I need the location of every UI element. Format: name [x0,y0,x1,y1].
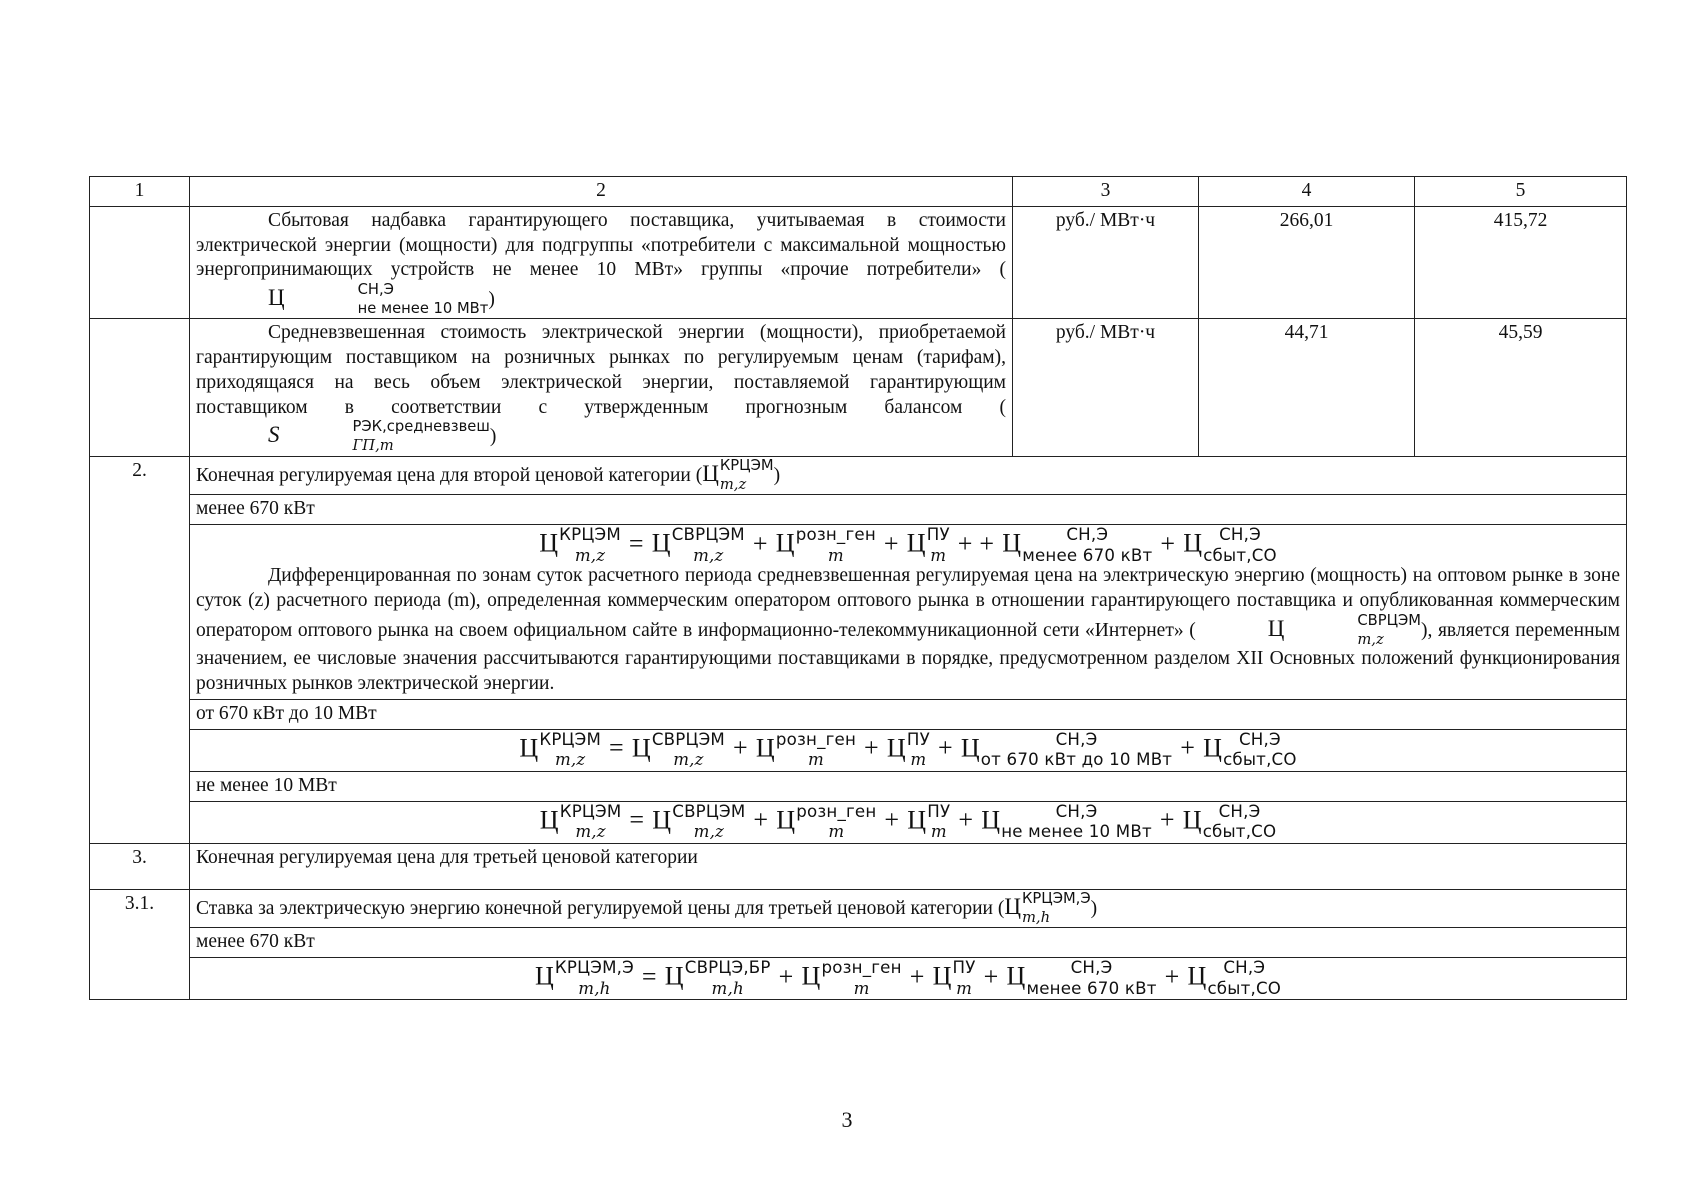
symbol-sub: сбыт,СО [1207,978,1282,998]
symbol-base: Ц [1267,615,1285,641]
symbol-sup: СН,Э [1066,525,1109,545]
tariff-table [89,176,1627,1000]
symbol-base: Ц [801,961,821,991]
row-section-2-formula-1 [90,525,1627,700]
symbol-sub: m,h [1021,908,1051,926]
symbol-sub: m [910,750,927,770]
symbol-sup: СВРЦЭМ [671,525,745,545]
symbol-sub: сбыт,СО [1203,545,1277,565]
section-2-formula-3-cell [190,801,1627,843]
col-header-4: 4 [1199,177,1415,207]
formula-symbol [886,729,930,770]
formula-operator: = [609,733,624,763]
symbol-sup: СН,Э [1238,729,1281,749]
symbol-sub: m,z [673,750,704,770]
symbol-base: Ц [519,733,539,763]
formula-symbol [1187,960,1281,997]
section-2-text: Конечная регулируемая цена для второй ценовой категории ( [196,464,703,486]
symbol-sup: ПУ [952,958,976,978]
symbol-sup: КРЦЭМ [559,525,621,545]
symbol-sup: розн_ген [795,525,876,545]
symbol-sup: ПУ [906,729,930,749]
col-header-1: 1 [90,177,190,207]
symbol-sub: m,z [719,475,747,493]
formula-operator: + + [957,528,995,558]
section-2-number: 2. [90,456,190,843]
symbol-sup: розн_ген [775,729,857,749]
section-2-symbol [702,456,774,493]
formula-symbol [652,527,745,564]
symbol-base: Ц [981,805,1001,835]
section-2-formula-3 [196,801,1620,842]
weighted-cost-value-4: 44,71 [1199,319,1415,456]
symbol-base: Ц [631,733,651,763]
row-weighted-cost [90,319,1627,456]
explanation-symbol [1196,611,1421,648]
symbol-sub: m,z [1357,630,1384,648]
formula-operator: + [1160,528,1176,558]
formula-operator: + [937,733,953,763]
symbol-base: Ц [775,528,795,558]
symbol-sub: m [930,822,947,842]
formula-operator: + [1164,961,1180,991]
row-section-3-1-less-670 [90,928,1627,958]
symbol-base: Ц [1006,961,1026,991]
symbol-base: Ц [776,805,796,835]
formula-symbol [776,801,877,842]
row-section-2-ge-10 [90,771,1627,801]
symbol-sub: m,z [575,822,606,842]
symbol-sub: m [956,978,973,998]
section-3-title: Конечная регулируемая цена для третьей ценовой категории [190,843,1627,889]
symbol-sub: m,z [693,822,725,842]
symbol-sub: m [827,545,844,565]
section-2-title [190,456,1627,494]
symbol-sup: СН,Э [1055,729,1098,749]
formula-operator: + [752,528,768,558]
section-3-1-number: 3.1. [90,889,190,999]
symbol-base: Ц [932,961,952,991]
symbol-base: Ц [907,805,927,835]
symbol-sub: не менее 10 МВт [357,299,489,317]
symbol-base: Ц [1183,528,1203,558]
formula-symbol [665,960,771,997]
symbol-sub: m [853,978,870,998]
symbol-base: Ц [268,285,285,310]
section-3-1-formula [196,960,1620,997]
symbol-sup: розн_ген [796,801,877,821]
weighted-cost-description [190,319,1013,456]
symbol-sub: m,z [693,545,724,565]
row-section-2-less-670 [90,495,1627,525]
formula-operator: + [983,961,999,991]
symbol-sub: m [828,822,845,842]
section-2-formula-2 [196,729,1620,770]
section-3-1-less-670-label: менее 670 кВт [190,928,1627,958]
formula-symbol [960,729,1173,770]
symbol-sup: КРЦЭМ [539,729,602,749]
row-section-2-670-10 [90,699,1627,729]
formula-symbol [631,729,725,770]
sales-markup-value-5: 415,72 [1415,206,1627,319]
explanation-text-b: ), является переменным значением, ее числовые значения рассчитываются гарантирующими поставщиками в порядке, предусмотренном разделом XII Основных положений функционирования розничных рынков электрической энергии. [196,619,1620,695]
formula-symbol [981,801,1152,842]
symbol-sup: СВРЦЭМ [672,801,746,821]
formula-symbol [802,960,902,997]
symbol-sup: СН,Э [1223,958,1266,978]
section-3-1-title [190,889,1627,927]
formula-symbol [1183,527,1277,564]
symbol-sup: СВРЦЭ,БР [684,958,771,978]
symbol-base: Ц [1002,528,1022,558]
weighted-cost-symbol [196,420,490,453]
row-section-2-title [90,456,1627,494]
sales-markup-symbol [196,283,488,316]
symbol-sub: m,z [554,750,586,770]
header-row [90,177,1627,207]
symbol-sub: от 670 кВт до 10 МВт [980,750,1173,770]
formula-operator: + [753,805,769,835]
formula-operator: + [909,961,925,991]
close-paren: ) [1090,897,1098,919]
formula-operator: = [628,528,644,558]
symbol-sup: СВРЦЭМ [1357,611,1421,629]
formula-operator: + [778,961,794,991]
formula-symbol [535,960,634,997]
close-paren: ) [488,289,495,310]
row-section-2-formula-3 [90,801,1627,843]
symbol-sup: РЭК,средневзвеш [352,418,490,436]
formula-operator: + [884,805,900,835]
col-header-2: 2 [190,177,1013,207]
formula-operator: + [883,528,899,558]
symbol-sup: СВРЦЭМ [651,729,725,749]
section-3-number: 3. [90,843,190,889]
symbol-base: Ц [960,733,980,763]
symbol-sup: СН,Э [357,281,394,298]
formula-symbol [1182,801,1277,842]
sales-markup-value-4: 266,01 [1199,206,1415,319]
section-2-670-10-label: от 670 кВт до 10 МВт [190,699,1627,729]
symbol-sup: СН,Э [1219,525,1261,545]
symbol-base: Ц [1203,733,1223,763]
formula-symbol [1002,527,1152,564]
symbol-base: Ц [1182,805,1202,835]
formula-symbol [519,729,602,770]
symbol-sup: СН,Э [1218,801,1261,821]
section-3-1-formula-cell [190,958,1627,1000]
weighted-cost-text: Средневзвешенная стоимость электрической энергии (мощности), приобретаемой гарантирующим поставщиком на розничных рынках по регулируемым ценам (тарифам), приходящаяся на весь объем электрической энергии, поставляемой гарантирующим поставщиком в соответствии с утвержденным прогнозным балансом ( [196,322,1006,418]
formula-operator: = [629,805,645,835]
sales-markup-description [190,206,1013,319]
symbol-sub: m [807,750,824,770]
formula-symbol [907,801,951,842]
section-2-less-670-label: менее 670 кВт [190,495,1627,525]
section-3-1-text: Ставка за электрическую энергию конечной регулируемой цены для третьей ценовой категории ( [196,897,1005,919]
weighted-cost-value-5: 45,59 [1415,319,1627,456]
symbol-base: Ц [539,528,559,558]
close-paren: ) [489,426,497,448]
symbol-sub: сбыт,СО [1223,750,1297,770]
close-paren: ) [773,464,781,486]
formula-operator: + [1159,805,1175,835]
formula-operator: + [864,733,879,763]
symbol-sub: m,h [578,978,611,998]
symbol-sub: ГП,m [352,437,394,455]
symbol-base: Ц [886,733,906,763]
symbol-sup: КРЦЭМ [559,801,622,821]
formula-symbol [907,527,950,564]
symbol-base: S [268,422,280,448]
formula-symbol [652,801,746,842]
sales-markup-text: Сбытовая надбавка гарантирующего поставщика, учитываемая в стоимости электрической энергии (мощности) для подгруппы «потребители с максимальной мощностью энергопринимающих устройств не менее 10 МВт» группы «прочие потребители» ( [196,209,1006,281]
page-number: 3 [841,1107,853,1132]
symbol-sup: ПУ [927,801,951,821]
row-number-empty [90,319,190,456]
formula-operator: + [732,733,748,763]
formula-symbol [776,527,876,564]
symbol-sup: СН,Э [1055,801,1098,821]
symbol-sup: СН,Э [1070,958,1113,978]
symbol-base: Ц [534,961,554,991]
symbol-sup: КРЦЭМ,Э [554,958,634,978]
symbol-base: Ц [1004,893,1021,919]
symbol-sub: m [930,545,947,565]
formula-symbol [933,960,976,997]
sales-markup-unit: руб./ МВт·ч [1013,206,1199,319]
symbol-sup: розн_ген [821,958,902,978]
section-2-formula-1-cell [190,525,1627,700]
row-section-3-1-title [90,889,1627,927]
weighted-cost-unit: руб./ МВт·ч [1013,319,1199,456]
symbol-sub: не менее 10 МВт [1001,822,1152,842]
section-2-formula-1 [196,527,1620,564]
explanation-text-a: Дифференцированная по зонам суток расчетного периода средневзвешенная регулируемая цена на электрическую энергию (мощность) на оптовом рынке в зоне суток (z) расчетного периода (m), определенная коммерческим оператором оптового рынка в отношении гарантирующего поставщика и опубликованная коммерческим оператором оптового рынка на своем официальном сайте в информационно-телекоммуникационной сети «Интернет» ( [196,565,1620,641]
row-section-3-1-formula [90,958,1627,1000]
section-2-formula-2-cell [190,729,1627,771]
formula-operator: + [958,805,974,835]
symbol-sup: ПУ [926,525,950,545]
row-sales-markup [90,206,1627,319]
symbol-base: Ц [664,961,684,991]
col-header-5: 5 [1415,177,1627,207]
symbol-sub: сбыт,СО [1202,822,1277,842]
symbol-base: Ц [755,733,775,763]
formula-symbol [755,729,857,770]
section-2-explanation [196,564,1620,696]
symbol-sub: m,h [711,978,744,998]
symbol-sup: КРЦЭМ [719,456,774,474]
formula-symbol [1006,960,1156,997]
symbol-base: Ц [652,805,672,835]
symbol-sub: m,z [574,545,606,565]
formula-symbol [539,801,622,842]
row-number-empty [90,206,190,319]
formula-symbol [539,527,621,564]
symbol-base: Ц [906,528,926,558]
symbol-base: Ц [651,528,671,558]
symbol-base: Ц [539,805,559,835]
col-header-3: 3 [1013,177,1199,207]
section-2-ge-10-label: не менее 10 МВт [190,771,1627,801]
row-section-3 [90,843,1627,889]
formula-symbol [1203,729,1297,770]
symbol-sub: менее 670 кВт [1022,545,1153,565]
formula-operator: + [1180,733,1196,763]
formula-operator: = [641,961,657,991]
section-3-1-symbol [1004,889,1091,926]
symbol-sup: КРЦЭМ,Э [1021,889,1091,907]
symbol-sub: менее 670 кВт [1026,978,1157,998]
symbol-base: Ц [1187,961,1207,991]
symbol-base: Ц [702,460,719,486]
row-section-2-formula-2 [90,729,1627,771]
